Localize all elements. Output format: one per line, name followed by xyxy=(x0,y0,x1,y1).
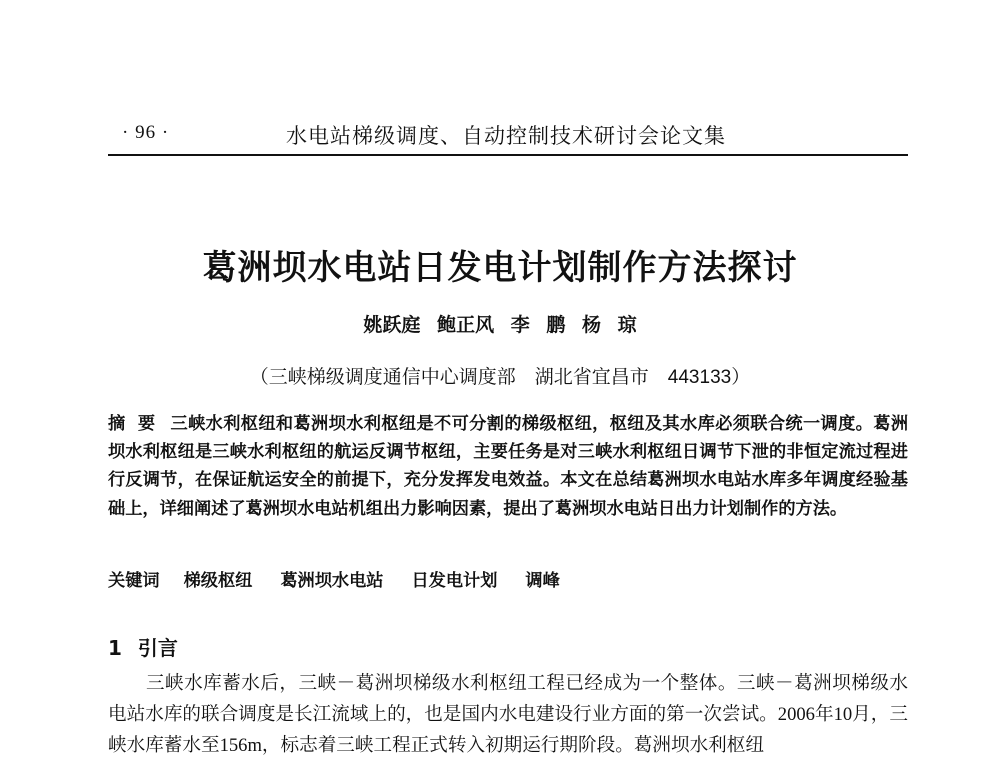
abstract-label: 摘 要 xyxy=(108,414,159,434)
section-title: 引言 xyxy=(137,636,178,660)
header-rule xyxy=(108,154,908,156)
keyword: 葛洲坝水电站 xyxy=(280,571,384,591)
abstract-text: 三峡水利枢纽和葛洲坝水利枢纽是不可分割的梯级枢纽，枢纽及其水库必须联合统一调度。葛洲坝水利枢纽是三峡水利枢纽的航运反调节枢纽，主要任务是对三峡水利枢纽日调节下泄的非恒定流过程进行反调节，在保证航运安全的前提下，充分发挥发电效益。本文在总结葛洲坝水电站水库多年调度经验基础上，详细阐述了葛洲坝水电站机组出力影响因素，提出了葛洲坝水电站日出力计划制作的方法。 xyxy=(108,414,909,519)
keyword: 梯级枢纽 xyxy=(183,571,253,591)
author-name: 鲍正风 xyxy=(437,314,495,336)
author-name: 杨 琼 xyxy=(581,314,637,336)
keyword: 调峰 xyxy=(525,571,560,591)
page-number: · 96 · xyxy=(122,122,170,143)
keyword: 日发电计划 xyxy=(411,571,498,591)
body-paragraph: 三峡水库蓄水后，三峡－葛洲坝梯级水利枢纽工程已经成为一个整体。三峡－葛洲坝梯级水电站水库的联合调度是长江流域上的，也是国内水电建设行业方面的第一次尝试。2006年10月，三峡水库蓄水至156m，标志着三峡工程正式转入初期运行期阶段。葛洲坝水利枢纽 xyxy=(108,673,908,756)
abstract xyxy=(108,410,908,523)
keywords-label: 关键词 xyxy=(108,571,160,591)
section-heading xyxy=(108,632,178,661)
author-name: 李 鹏 xyxy=(510,314,566,336)
affiliation: （三峡梯级调度通信中心调度部 湖北省宜昌市 443133） xyxy=(249,367,751,388)
keywords xyxy=(108,567,908,595)
proceedings-title: 水电站梯级调度、自动控制技术研讨会论文集 xyxy=(286,124,726,148)
running-header xyxy=(108,118,908,158)
paper-title: 葛洲坝水电站日发电计划制作方法探讨 xyxy=(202,248,798,288)
author-name: 姚跃庭 xyxy=(363,314,421,336)
author-list xyxy=(0,310,1000,337)
section-number: 1 xyxy=(108,636,122,660)
